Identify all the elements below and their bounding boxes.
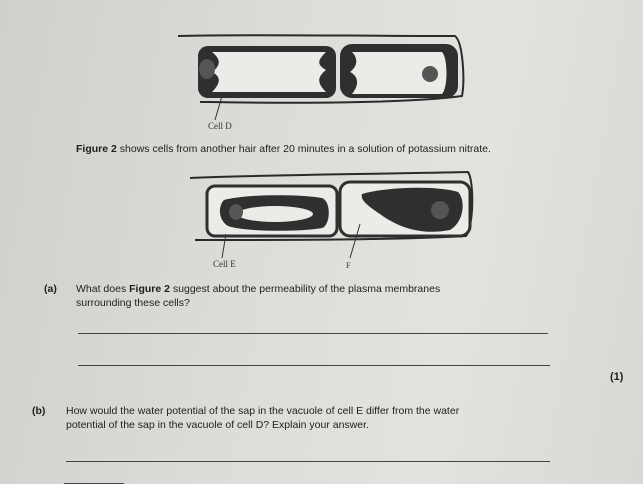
question-a-line1 [76, 283, 440, 295]
caption-text: shows cells from another hair after 20 minutes in a solution of potassium nitrate. [116, 143, 491, 155]
cell-f-label: F [346, 261, 351, 270]
cell-e-vacuole [237, 206, 313, 222]
q-a-text: What does [76, 283, 130, 295]
figure-2-caption [76, 143, 491, 155]
answer-line-b1[interactable] [66, 461, 550, 462]
cell-f-nucleus [431, 201, 449, 219]
cell-d-pointer [215, 96, 222, 120]
cell-f [340, 182, 470, 236]
question-a-label: (a) [44, 283, 57, 295]
question-b-line2: potential of the sap in the vacuole of cell D? Explain your answer. [66, 419, 369, 431]
cell-d-vacuole [212, 52, 326, 92]
cell-e-label: Cell E [213, 259, 236, 269]
answer-line-a2[interactable] [78, 365, 550, 366]
question-b-label: (b) [32, 405, 46, 417]
cell-nucleus [422, 66, 438, 82]
answer-line-a1[interactable] [78, 333, 548, 334]
question-a-line2: surrounding these cells? [76, 297, 190, 309]
cell-neighbour-1 [340, 44, 458, 98]
cell-d-nucleus [199, 59, 215, 79]
figure-2-ref: Figure 2 [76, 143, 117, 155]
cell-d [198, 46, 336, 98]
q-a-figure-ref: Figure 2 [129, 283, 170, 295]
cell-e [207, 186, 337, 236]
question-a-marks: (1) [610, 371, 624, 383]
cell-e-nucleus [229, 204, 243, 220]
q-a-text-rest: suggest about the permeability of the plasma membranes [169, 283, 441, 295]
cell-d-label: Cell D [208, 121, 232, 131]
cell-e-pointer [222, 234, 226, 258]
question-b-line1: How would the water potential of the sap in the vacuole of cell E differ from the water [66, 405, 460, 417]
